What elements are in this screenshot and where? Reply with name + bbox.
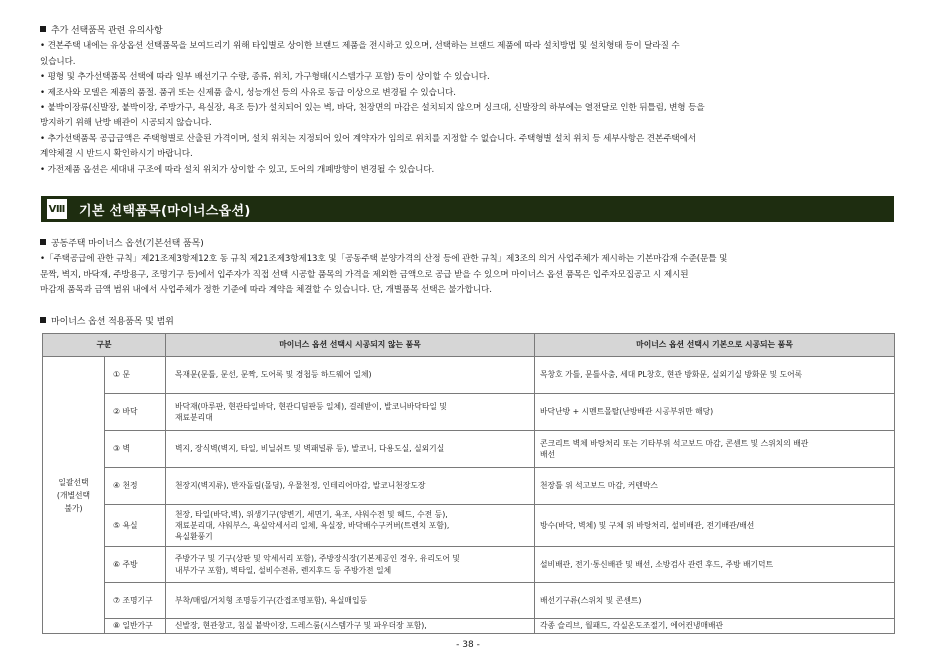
item-label: ① 문: [105, 357, 166, 394]
excluded-cell: 바닥재(마루판, 현관타일바닥, 현관디딤판등 일체), 걸레받이, 발코니바닥타일 및 재료분리대: [166, 394, 535, 431]
apartment-block: [40, 237, 892, 299]
excluded-cell: 천장, 타일(바닥,벽), 위생기구(양변기, 세면기, 욕조, 샤워수전 및 헤드, 수전 등), 재료분리대, 샤워부스, 욕실악세서리 일체, 욕실장, 바닥배수구커버(트렌치 포함), 욕실환풍기: [166, 505, 535, 547]
notes-line: 있습니다.: [40, 56, 76, 67]
table-row: [43, 357, 895, 394]
included-cell: 콘크리트 벽체 바탕처리 또는 기타부위 석고보드 마감, 콘센트 및 스위치의 배관 배선: [535, 431, 895, 468]
item-label: ④ 천정: [105, 468, 166, 505]
table-row: [43, 583, 895, 619]
table-heading: 마이너스 옵션 적용품목 및 범위: [40, 315, 892, 330]
included-cell: 배선기구류(스위치 및 콘센트): [535, 583, 895, 619]
page-number: - 38 -: [456, 640, 480, 650]
section-number: Ⅷ: [47, 199, 67, 219]
table-row: [43, 394, 895, 431]
apartment-line: 마감재 품목과 금액 범위 내에서 사업주체가 정한 기준에 따라 계약을 체결할 수 있습니다. 단, 개별품목 선택은 불가합니다.: [40, 285, 492, 296]
excluded-cell: 부착/매립/거치형 조명등기구(간접조명포함), 욕실매입등: [166, 583, 535, 619]
apartment-heading: 공동주택 마이너스 옵션(기본선택 품목): [40, 237, 892, 252]
header-category: 구분: [43, 334, 166, 357]
item-label: ⑦ 조명기구: [105, 583, 166, 619]
item-label: ⑧ 일반가구: [105, 619, 166, 634]
table-row: [43, 505, 895, 547]
item-label: ⑤ 욕실: [105, 505, 166, 547]
included-cell: 방수(바닥, 벽체) 및 구체 위 바탕처리, 설비배관, 전기배관/배선: [535, 505, 895, 547]
notes-heading: 추가 선택품목 관련 유의사항: [40, 24, 892, 39]
notes-line: • 붙박이장류(신발장, 붙박이장, 주방가구, 욕실장, 욕조 등)가 설치되어 있는 벽, 바닥, 천장면의 마감은 설치되지 않으며 싱크대, 신발장의 하부에는 열전달로 인한 뒤틀림, 변형 등을: [40, 103, 705, 114]
table-heading-block: [40, 315, 892, 330]
section-banner: [41, 196, 894, 222]
square-bullet-icon: [40, 26, 46, 32]
included-cell: 천장틀 위 석고보드 마감, 커텐박스: [535, 468, 895, 505]
notes-line: 방지하기 위해 난방 배관이 시공되지 않습니다.: [40, 118, 212, 129]
group-label: 일괄선택 (개별선택 불가): [43, 357, 105, 634]
excluded-cell: 천장지(벽지류), 반자돌림(몰딩), 우물천정, 인테리어마감, 발코니천장도장: [166, 468, 535, 505]
item-label: ② 바닥: [105, 394, 166, 431]
header-included: 마이너스 옵션 선택시 기본으로 시공되는 품목: [535, 334, 895, 357]
section-title: 기본 선택품목(마이너스옵션): [79, 203, 251, 219]
apartment-line: •「주택공급에 관한 규칙」제21조제3항제12호 동 규칙 제21조제3항제13호 및「공동주택 분양가격의 산정 등에 관한 규칙」제3조의 의거 사업주체가 제시하는 기본마감재 수준(문틀 및: [40, 254, 728, 265]
table-row: [43, 619, 895, 634]
excluded-cell: 목재문(문틀, 문선, 문짝, 도어록 및 경첩등 하드웨어 일체): [166, 357, 535, 394]
table-row: [43, 431, 895, 468]
header-excluded: 마이너스 옵션 선택시 시공되지 않는 품목: [166, 334, 535, 357]
included-cell: 목창호 가틀, 문틀사춤, 세대 PL창호, 현관 방화문, 실외기실 방화문 및 도어록: [535, 357, 895, 394]
item-label: ⑥ 주방: [105, 547, 166, 583]
notes-line: • 추가선택품목 공급금액은 주택형별로 산출된 가격이며, 설치 위치는 지정되어 있어 계약자가 임의로 위치를 지정할 수 없습니다. 주택형별 설치 위치 등 세부사항은 견본주택에서: [40, 133, 697, 144]
apartment-line: 문짝, 벽지, 바닥재, 주방용구, 조명기구 등)에서 입주자가 직접 선택 시공할 품목의 가격을 제외한 금액으로 공급 받을 수 있으며 마이너스 옵션 품목은 입주자모집공고 시 제시된: [40, 269, 689, 280]
excluded-cell: 신발장, 현관창고, 침실 붙박이장, 드레스룸(시스템가구 및 파우더장 포함),: [166, 619, 535, 634]
notes-line: • 가전제품 옵션은 세대내 구조에 따라 설치 위치가 상이할 수 있고, 도어의 개폐방향이 변경될 수 있습니다.: [40, 164, 435, 175]
included-cell: 설비배관, 전기·통신배관 및 배선, 소방검사 관련 후드, 주방 배기덕트: [535, 547, 895, 583]
notes-line: 계약체결 시 반드시 확인하시기 바랍니다.: [40, 149, 193, 160]
table-header-row: [43, 334, 895, 357]
item-label: ③ 벽: [105, 431, 166, 468]
notes-line: • 평형 및 추가선택품목 선택에 따라 일부 배선기구 수량, 종류, 위치, 가구형태(시스템가구 포함) 등이 상이할 수 있습니다.: [40, 72, 490, 83]
excluded-cell: 벽지, 장식벽(벽지, 타일, 비닐쉬트 및 벽패널류 등), 발코니, 다용도실, 실외기실: [166, 431, 535, 468]
included-cell: 바닥난방 + 시멘트몰탈(난방배관 시공부위만 해당): [535, 394, 895, 431]
excluded-cell: 주방가구 및 기구(상판 및 악세서리 포함), 주방장식장(기본제공인 경우, 유리도어 및 내부가구 포함), 벽타일, 설비수전류, 렌지후드 등 주방가전 일체: [166, 547, 535, 583]
notes-line: • 제조사와 모델은 제품의 품절. 품귀 또는 신제품 출시, 성능개선 등의 사유로 동급 이상으로 변경될 수 있습니다.: [40, 87, 456, 98]
notes-block: [40, 24, 892, 178]
minus-option-table: [42, 333, 895, 634]
table-row: [43, 547, 895, 583]
square-bullet-icon: [40, 239, 46, 245]
included-cell: 각종 슬리브, 월패드, 각실온도조절기, 에어컨냉매배관: [535, 619, 895, 634]
table-row: [43, 468, 895, 505]
notes-line: • 견본주택 내에는 유상옵션 선택품목을 보여드리기 위해 타입별로 상이한 브랜드 제품을 전시하고 있으며, 선택하는 브랜드 제품에 따라 설치방법 및 설치형태 등이 달라질 수: [40, 41, 680, 52]
square-bullet-icon: [40, 317, 46, 323]
